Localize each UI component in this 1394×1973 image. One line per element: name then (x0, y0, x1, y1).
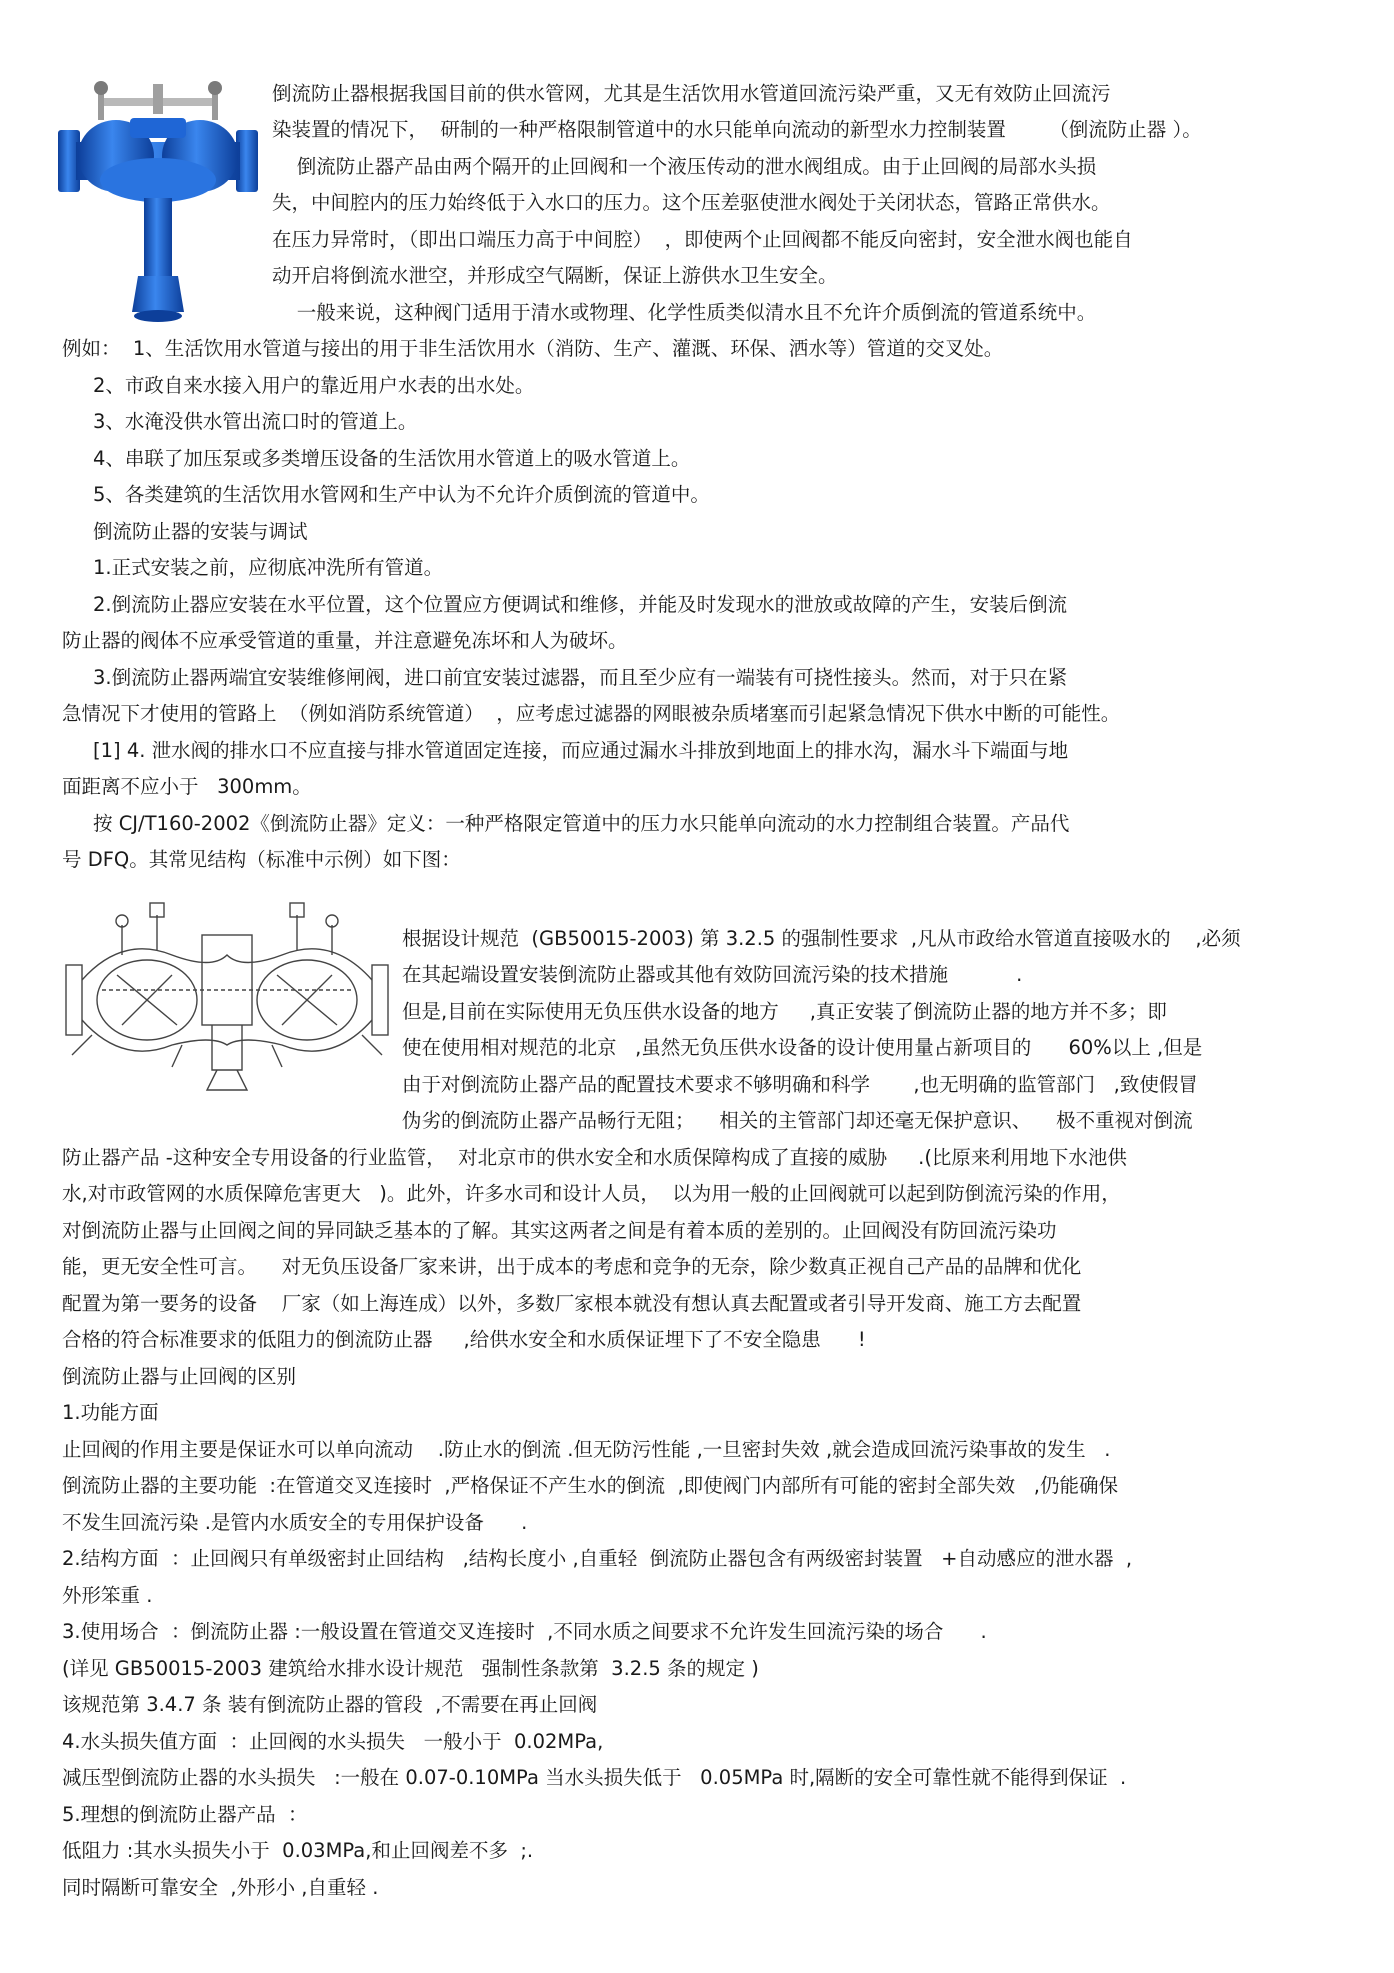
text-line: 不发生回流污染 .是管内水质安全的专用保护设备 . (62, 1511, 528, 1534)
text-line: 2、市政自来水接入用户的靠近用户水表的出水处。 (62, 374, 535, 397)
text-line: 倒流防止器根据我国目前的供水管网，尤其是生活饮用水管道回流污染严重，又无有效防止回流污 (272, 82, 1111, 105)
text-line: 使在使用相对规范的北京 ,虽然无负压供水设备的设计使用量占新项目的 60%以上 ,但是 (402, 1036, 1203, 1059)
text-line: 配置为第一要务的设备 厂家（如上海连成）以外，多数厂家根本就没有想认真去配置或者引导开发商、施工方去配置 (62, 1292, 1082, 1315)
text-line: 4.水头损失值方面 ：止回阀的水头损失 一般小于 0.02MPa, (62, 1730, 604, 1753)
text-line: 按 CJ/T160-2002《倒流防止器》定义：一种严格限定管道中的压力水只能单向流动的水力控制组合装置。产品代 (62, 812, 1070, 835)
text-line: 由于对倒流防止器产品的配置技术要求不够明确和科学 ,也无明确的监管部门 ,致使假冒 (402, 1073, 1198, 1096)
text-line: (详见 GB50015-2003 建筑给水排水设计规范 强制性条款第 3.2.5 条的规定 ) (62, 1657, 759, 1680)
text-line: 4、串联了加压泵或多类增压设备的生活饮用水管道上的吸水管道上。 (62, 447, 691, 470)
text-line: 水,对市政管网的水质保障危害更大 )。此外，许多水司和设计人员， 以为用一般的止回阀就可以起到防倒流污染的作用， (62, 1182, 1121, 1205)
section-heading: 5.理想的倒流防止器产品 ： (62, 1803, 308, 1826)
text-line: 根据设计规范 (GB50015-2003) 第 3.2.5 的强制性要求 ,凡从市政给水管道直接吸水的 ,必须 (402, 927, 1241, 950)
text-line: 但是,目前在实际使用无负压供水设备的地方 ,真正安装了倒流防止器的地方并不多；即 (402, 1000, 1167, 1023)
text-line: 2.结构方面 ：止回阀只有单级密封止回结构 ,结构长度小 ,自重轻 倒流防止器包含有两级密封装置 +自动感应的泄水器 , (62, 1547, 1133, 1570)
text-line: 防止器的阀体不应承受管道的重量，并注意避免冻坏和人为破坏。 (62, 629, 628, 652)
valve-photo (58, 80, 258, 328)
structure-diagram (62, 895, 392, 1095)
text-line: 1.正式安装之前，应彻底冲洗所有管道。 (62, 556, 444, 579)
text-line: 染装置的情况下， 研制的一种严格限制管道中的水只能单向流动的新型水力控制装置 （倒流防止器 ）。 (272, 118, 1202, 141)
section-heading: 倒流防止器与止回阀的区别 (62, 1365, 297, 1388)
text-line: 失，中间腔内的压力始终低于入水口的压力。这个压差驱使泄水阀处于关闭状态，管路正常供水。 (272, 191, 1111, 214)
text-line: 3.倒流防止器两端宜安装维修闸阀，进口前宜安装过滤器，而且至少应有一端装有可挠性接头。然而，对于只在紧 (62, 666, 1068, 689)
text-line: 5、各类建筑的生活饮用水管网和生产中认为不允许介质倒流的管道中。 (62, 483, 710, 506)
text-line: 对倒流防止器与止回阀之间的异同缺乏基本的了解。其实这两者之间是有着本质的差别的。止回阀没有防回流污染功 (62, 1219, 1057, 1242)
text-line: 面距离不应小于 300mm。 (62, 775, 312, 798)
text-line: 同时隔断可靠安全 ,外形小 ,自重轻 . (62, 1876, 379, 1899)
text-line: [1] 4. 泄水阀的排水口不应直接与排水管道固定连接，而应通过漏水斗排放到地面上的排水沟，漏水斗下端面与地 (62, 739, 1069, 762)
section-heading: 1.功能方面 (62, 1401, 159, 1424)
text-line: 止回阀的作用主要是保证水可以单向流动 .防止水的倒流 .但无防污性能 ,一旦密封失效 ,就会造成回流污染事故的发生 . (62, 1438, 1111, 1461)
text-line: 低阻力 :其水头损失小于 0.03MPa,和止回阀差不多 ;. (62, 1839, 534, 1862)
text-line: 合格的符合标准要求的低阻力的倒流防止器 ,给供水安全和水质保证埋下了不安全隐患 ! (62, 1328, 866, 1351)
text-line: 外形笨重 . (62, 1584, 153, 1607)
text-line: 急情况下才使用的管路上 （例如消防系统管道） ，应考虑过滤器的网眼被杂质堵塞而引起紧急情况下供水中断的可能性。 (62, 702, 1121, 725)
text-line: 号 DFQ。其常见结构（标准中示例）如下图： (62, 848, 461, 871)
text-line: 倒流防止器产品由两个隔开的止回阀和一个液压传动的泄水阀组成。由于止回阀的局部水头损 (272, 155, 1097, 178)
text-line: 防止器产品 -这种安全专用设备的行业监管， 对北京市的供水安全和水质保障构成了直接的威胁 .(比原来利用地下水池供 (62, 1146, 1127, 1169)
text-line: 在其起端设置安装倒流防止器或其他有效防回流污染的技术措施 . (402, 963, 1023, 986)
text-line: 减压型倒流防止器的水头损失 :一般在 0.07-0.10MPa 当水头损失低于 0.05MPa 时,隔断的安全可靠性就不能得到保证 . (62, 1766, 1127, 1789)
text-line: 倒流防止器的主要功能 :在管道交叉连接时 ,严格保证不产生水的倒流 ,即使阀门内部所有可能的密封全部失效 ,仍能确保 (62, 1474, 1118, 1497)
text-line: 能，更无安全性可言。 对无负压设备厂家来讲，出于成本的考虑和竞争的无奈，除少数真正视自己产品的品牌和优化 (62, 1255, 1082, 1278)
section-heading: 倒流防止器的安装与调试 (62, 520, 308, 543)
text-line: 在压力异常时，（即出口端压力高于中间腔） ，即使两个止回阀都不能反向密封，安全泄水阀也能自 (272, 228, 1133, 251)
text-line: 3、水淹没供水管出流口时的管道上。 (62, 410, 418, 433)
text-line: 3.使用场合 ：倒流防止器 :一般设置在管道交叉连接时 ,不同水质之间要求不允许发生回流污染的场合 . (62, 1620, 987, 1643)
text-line: 伪劣的倒流防止器产品畅行无阻； 相关的主管部门却还毫无保护意识、 极不重视对倒流 (402, 1109, 1193, 1132)
text-line: 例如： 1、生活饮用水管道与接出的用于非生活饮用水（消防、生产、灌溉、环保、洒水等）管道的交叉处。 (62, 337, 1004, 360)
text-line: 动开启将倒流水泄空，并形成空气隔断，保证上游供水卫生安全。 (272, 264, 838, 287)
text-line: 一般来说，这种阀门适用于清水或物理、化学性质类似清水且不允许介质倒流的管道系统中。 (272, 301, 1097, 324)
text-line: 该规范第 3.4.7 条 装有倒流防止器的管段 ,不需要在再止回阀 (62, 1693, 598, 1716)
text-line: 2.倒流防止器应安装在水平位置，这个位置应方便调试和维修，并能及时发现水的泄放或故障的产生，安装后倒流 (62, 593, 1068, 616)
